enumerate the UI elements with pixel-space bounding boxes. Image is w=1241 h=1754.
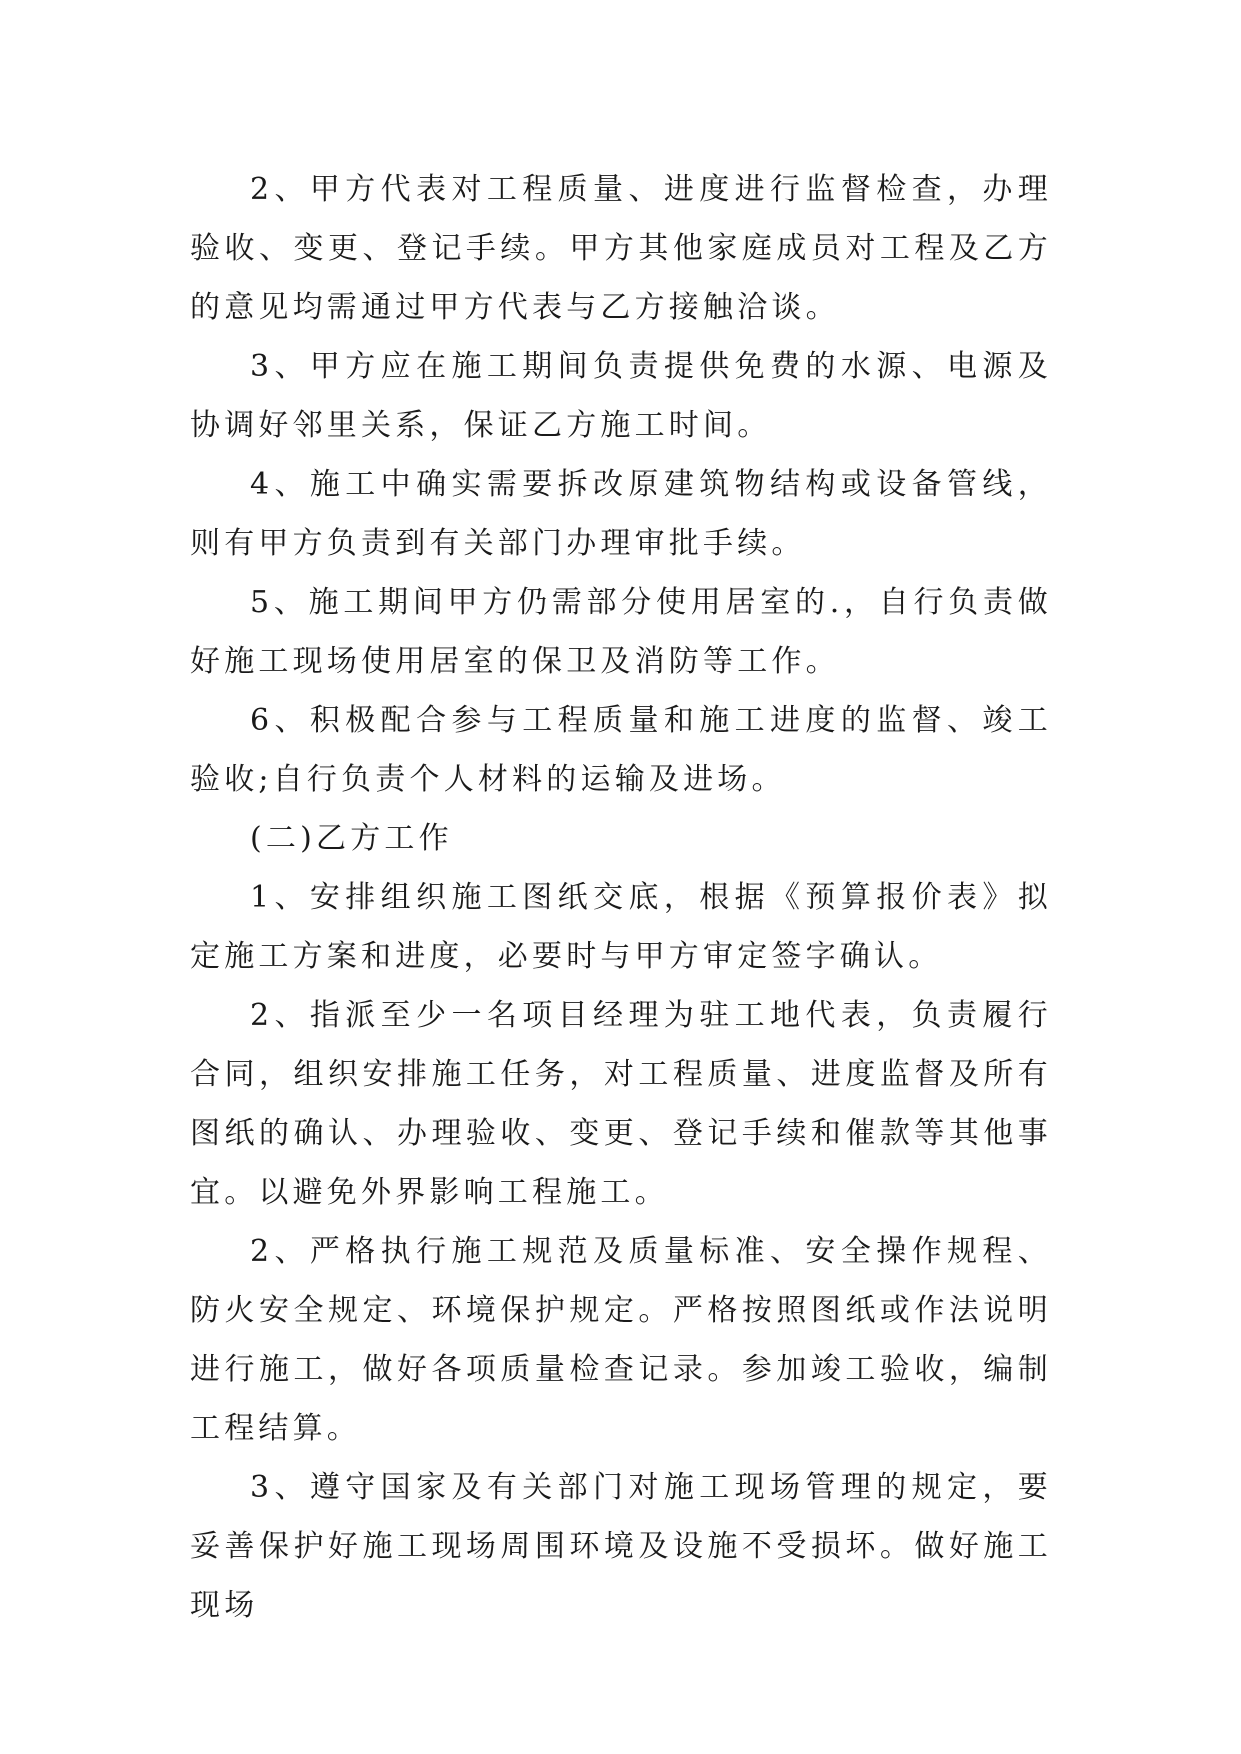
paragraph-party-b-site: 3、遵守国家及有关部门对施工现场管理的规定，要妥善保护好施工现场周围环境及设施不受损坏。做好施工现场: [190, 1470, 1052, 1623]
paragraph-party-b-standards: 2、严格执行施工规范及质量标准、安全操作规程、防火安全规定、环境保护规定。严格按照图纸或作法说明进行施工，做好各项质量检查记录。参加竣工验收，编制工程结算。: [190, 1234, 1052, 1446]
paragraph-party-a-security: 5、施工期间甲方仍需部分使用居室的.，自行负责做好施工现场使用居室的保卫及消防等工作。: [190, 585, 1052, 679]
paragraph-party-b-plan: 1、安排组织施工图纸交底，根据《预算报价表》拟定施工方案和进度，必要时与甲方审定签字确认。: [190, 880, 1052, 974]
section-heading-party-b: (二)乙方工作: [250, 821, 453, 856]
paragraph-party-a-utilities: 3、甲方应在施工期间负责提供免费的水源、电源及协调好邻里关系，保证乙方施工时间。: [190, 349, 1052, 443]
paragraph-party-b-manager: 2、指派至少一名项目经理为驻工地代表，负责履行合同，组织安排施工任务，对工程质量、进度监督及所有图纸的确认、办理验收、变更、登记手续和催款等其他事宜。以避免外界影响工程施工。: [190, 998, 1052, 1210]
paragraph-party-a-rep: 2、甲方代表对工程质量、进度进行监督检查，办理验收、变更、登记手续。甲方其他家庭成员对工程及乙方的意见均需通过甲方代表与乙方接触洽谈。: [190, 172, 1052, 325]
paragraph-party-a-cooperation: 6、积极配合参与工程质量和施工进度的监督、竣工验收;自行负责个人材料的运输及进场。: [190, 703, 1052, 797]
document-body: [190, 160, 1052, 1635]
paragraph-party-a-approval: 4、施工中确实需要拆改原建筑物结构或设备管线，则有甲方负责到有关部门办理审批手续。: [190, 467, 1052, 561]
